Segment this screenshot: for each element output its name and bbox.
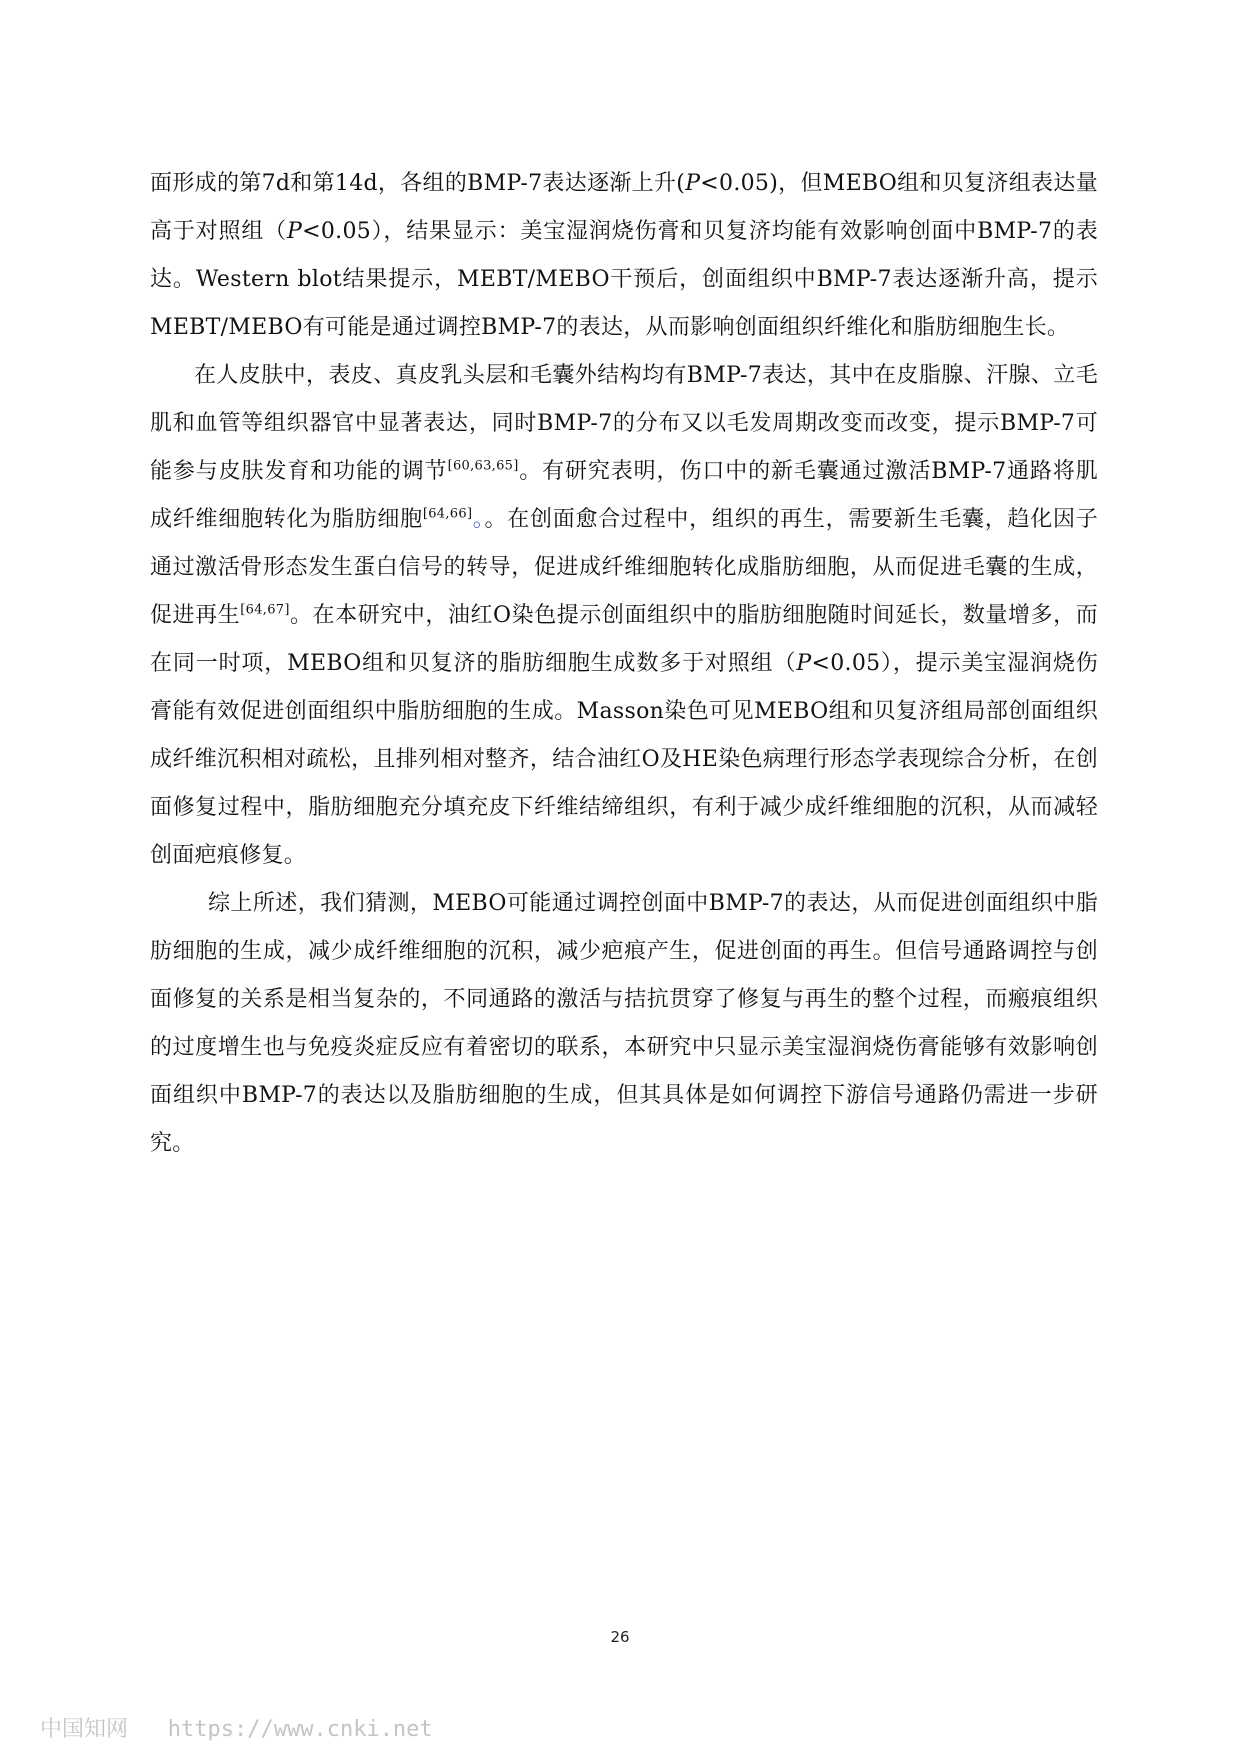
text-run: 。 — [472, 507, 485, 532]
watermark — [40, 1712, 433, 1743]
text-run: 在人皮肤中，表皮、真皮乳头层和毛囊外结构均有BMP-7表达，其中在皮脂腺、汗腺、立毛肌和血管等组织器官中显著表达，同时BMP-7的分布又以毛发周期改变而改变，提示BMP-7可能参与皮肤发育和功能的调节 — [150, 363, 1098, 484]
watermark-url: https://www.cnki.net — [167, 1717, 433, 1742]
paragraph-3: 综上所述，我们猜测，MEBO可能通过调控创面中BMP-7的表达，从而促进创面组织中脂肪细胞的生成，减少成纤维细胞的沉积，减少疤痕产生，促进创面的再生。但信号通路调控与创面修复的关系是相当复杂的，不同通路的激活与拮抗贯穿了修复与再生的整个过程，而瘢痕组织的过度增生也与免疫炎症反应有着密切的联系，本研究中只显示美宝湿润烧伤膏能够有效影响创面组织中BMP-7的表达以及脂肪细胞的生成，但其具体是如何调控下游信号通路仍需进一步研究。 — [150, 891, 1098, 1156]
italic-p: P — [796, 651, 812, 676]
text-run: <0.05），提示美宝湿润烧伤膏能有效促进创面组织中脂肪细胞的生成。Masson染色可见MEBO组和贝复济组局部创面组织成纤维沉积相对疏松，且排列相对整齐，结合油红O及HE染色病理行形态学表现综合分析，在创面修复过程中，脂肪细胞充分填充皮下纤维结缔组织，有利于减少成纤维细胞的沉积，从而减轻创面疤痕修复。 — [150, 651, 1098, 868]
page-body — [150, 160, 1098, 1168]
text-run: <0.05），结果显示：美宝湿润烧伤膏和贝复济均能有效影响创面中BMP-7的表达。Western blot结果提示，MEBT/MEBO干预后，创面组织中BMP-7表达逐渐升高，提示MEBT/MEBO有可能是通过调控BMP-7的表达，从而影响创面组织纤维化和脂肪细胞生长。 — [150, 219, 1098, 340]
citation: [64,66] — [422, 506, 473, 522]
text-run: 面形成的第7d和第14d，各组的BMP-7表达逐渐上升( — [150, 171, 686, 196]
italic-p: P — [287, 219, 303, 244]
text-run: 。有研究表明，伤口中的新毛囊通过激活BMP-7通路将肌成纤维细胞转化为脂肪细胞 — [150, 459, 1099, 532]
paragraph-1 — [150, 160, 1098, 352]
page-number: 26 — [610, 1628, 630, 1646]
paragraph-2 — [150, 352, 1098, 880]
citation: [60,63,65] — [447, 458, 519, 474]
italic-p: P — [685, 171, 701, 196]
watermark-site-name: 中国知网 — [40, 1717, 129, 1742]
text-run: 。在创面愈合过程中，组织的再生，需要新生毛囊，趋化因子通过激活骨形态发生蛋白信号的转导，促进成纤维细胞转化成脂肪细胞，从而促进毛囊的生成，促进再生 — [150, 507, 1098, 628]
text-run: 。在本研究中，油红O染色提示创面组织中的脂肪细胞随时间延长，数量增多，而在同一时项，MEBO组和贝复济的脂肪细胞生成数多于对照组（ — [150, 603, 1098, 676]
citation: [64,67] — [240, 602, 290, 618]
text-run: <0.05)，但MEBO组和贝复济组表达量高于对照组（ — [150, 171, 1098, 244]
